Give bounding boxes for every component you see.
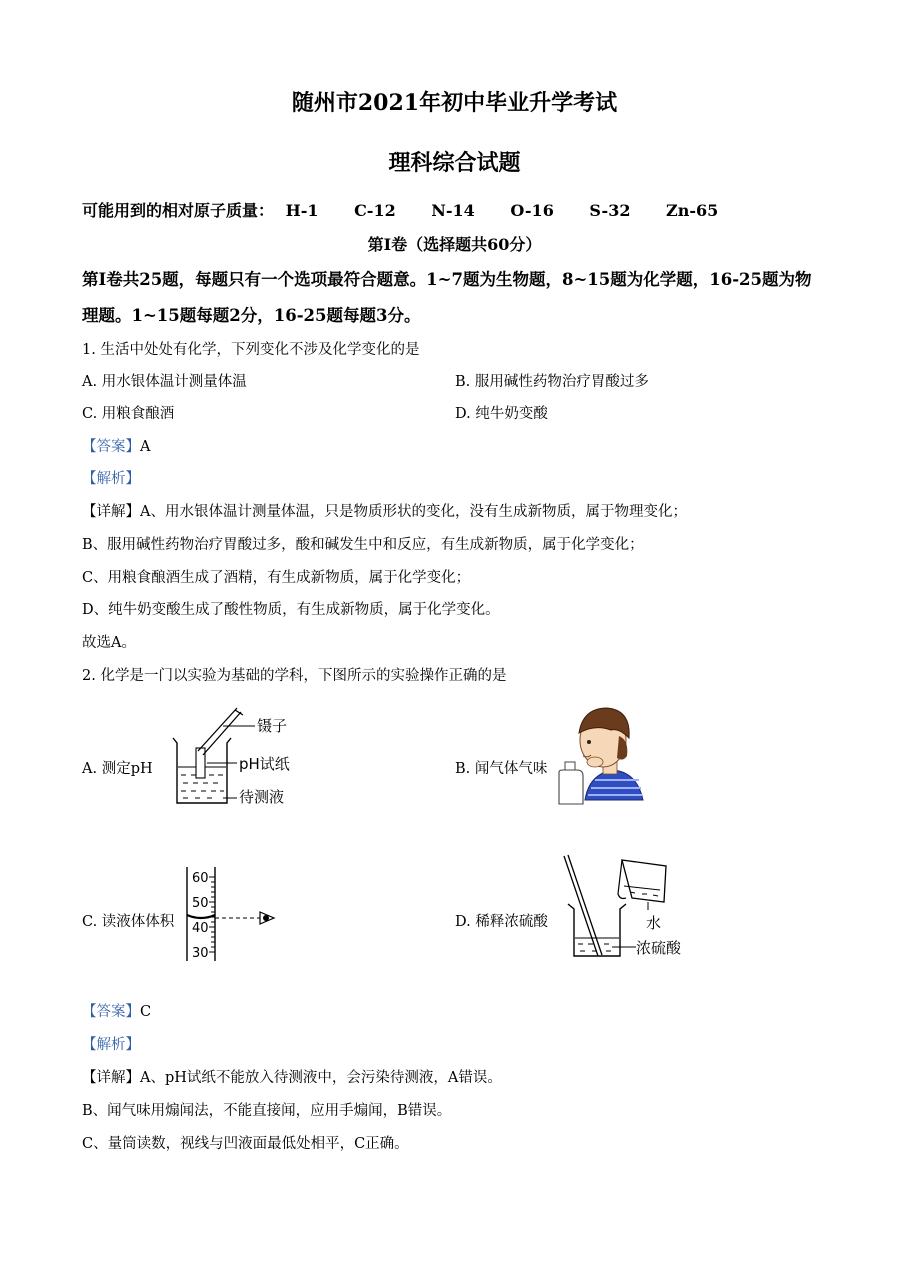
atomic-mass-item: O-16 bbox=[510, 201, 554, 220]
q2-detail-line: B、闻气味用煽闻法，不能直接闻，应用手煽闻，B错误。 bbox=[82, 1103, 452, 1119]
graduated-cylinder-figure bbox=[182, 863, 282, 963]
exam-title: 随州市2021年初中毕业升学考试 bbox=[291, 90, 618, 116]
q1-detail-line bbox=[82, 500, 687, 521]
q1-stem: 1. 生活中处处有化学，下列变化不涉及化学变化的是 bbox=[82, 342, 420, 358]
test-liquid-label: 待测液 bbox=[239, 788, 285, 806]
conc-acid-label: 浓硫酸 bbox=[636, 939, 682, 957]
smelling-gas-figure bbox=[555, 700, 647, 810]
answer-label: 【答案】 bbox=[82, 439, 140, 455]
q2-option-a: A. 测定pH bbox=[82, 761, 153, 777]
q1-analysis-label: 【解析】 bbox=[82, 471, 140, 487]
section-instructions: 第Ⅰ卷共25题，每题只有一个选项最符合题意。1~7题为生物题，8~15题为化学题，16-25题为物理题。1~15题每题2分，16-25题每题3分。 bbox=[82, 270, 812, 325]
detail-text: A、pH试纸不能放入待测液中，会污染待测液，A错误。 bbox=[140, 1070, 502, 1086]
answer-label: 【答案】 bbox=[82, 1004, 140, 1020]
atomic-mass-item: H-1 bbox=[285, 201, 319, 220]
atomic-mass-item: S-32 bbox=[589, 201, 631, 220]
q1-detail-line: B、服用碱性药物治疗胃酸过多，酸和碱发生中和反应，有生成新物质，属于化学变化； bbox=[82, 537, 644, 553]
ph-paper-label: pH试纸 bbox=[239, 755, 290, 773]
q2-analysis-label: 【解析】 bbox=[82, 1037, 140, 1053]
answer-value: C bbox=[140, 1004, 152, 1020]
water-label: 水 bbox=[646, 914, 662, 932]
q2-option-c: C. 读液体体积 bbox=[82, 914, 175, 930]
scale-label: 30 bbox=[192, 946, 209, 961]
q1-detail-line: C、用粮食酿酒生成了酒精，有生成新物质，属于化学变化； bbox=[82, 570, 471, 586]
scale-label: 50 bbox=[192, 896, 209, 911]
tweezers-label: 镊子 bbox=[257, 717, 288, 735]
q1-answer bbox=[82, 435, 150, 456]
detail-label: 【详解】 bbox=[82, 504, 140, 520]
q1-detail-line: D、纯牛奶变酸生成了酸性物质，有生成新物质，属于化学变化。 bbox=[82, 602, 500, 618]
atomic-mass-item: C-12 bbox=[354, 201, 396, 220]
q1-option-c: C. 用粮食酿酒 bbox=[82, 406, 175, 422]
q2-answer bbox=[82, 1000, 151, 1021]
exam-subtitle: 理科综合试题 bbox=[388, 150, 521, 176]
ph-test-figure bbox=[165, 703, 305, 813]
scale-label: 60 bbox=[192, 871, 209, 886]
detail-label: 【详解】 bbox=[82, 1070, 140, 1086]
q1-conclusion: 故选A。 bbox=[82, 635, 136, 651]
q2-stem: 2. 化学是一门以实验为基础的学科，下图所示的实验操作正确的是 bbox=[82, 668, 507, 684]
atomic-mass-item: Zn-65 bbox=[666, 201, 719, 220]
dilution-figure bbox=[560, 852, 695, 964]
scale-label: 40 bbox=[192, 921, 209, 936]
atomic-mass-line bbox=[82, 198, 748, 221]
q1-option-a: A. 用水银体温计测量体温 bbox=[82, 374, 247, 390]
detail-text: A、用水银体温计测量体温，只是物质形状的变化，没有生成新物质，属于物理变化； bbox=[140, 504, 687, 520]
atomic-mass-item: N-14 bbox=[431, 201, 475, 220]
q2-detail-line bbox=[82, 1066, 502, 1087]
q2-option-b: B. 闻气体气味 bbox=[455, 761, 548, 777]
section-title: 第Ⅰ卷（选择题共60分） bbox=[367, 235, 542, 254]
answer-value: A bbox=[140, 439, 151, 455]
q2-detail-line: C、量筒读数，视线与凹液面最低处相平，C正确。 bbox=[82, 1136, 409, 1152]
q1-option-b: B. 服用碱性药物治疗胃酸过多 bbox=[455, 374, 649, 390]
q1-option-d: D. 纯牛奶变酸 bbox=[455, 406, 548, 422]
q2-option-d: D. 稀释浓硫酸 bbox=[455, 914, 548, 930]
atomic-mass-label: 可能用到的相对原子质量： bbox=[82, 201, 275, 220]
